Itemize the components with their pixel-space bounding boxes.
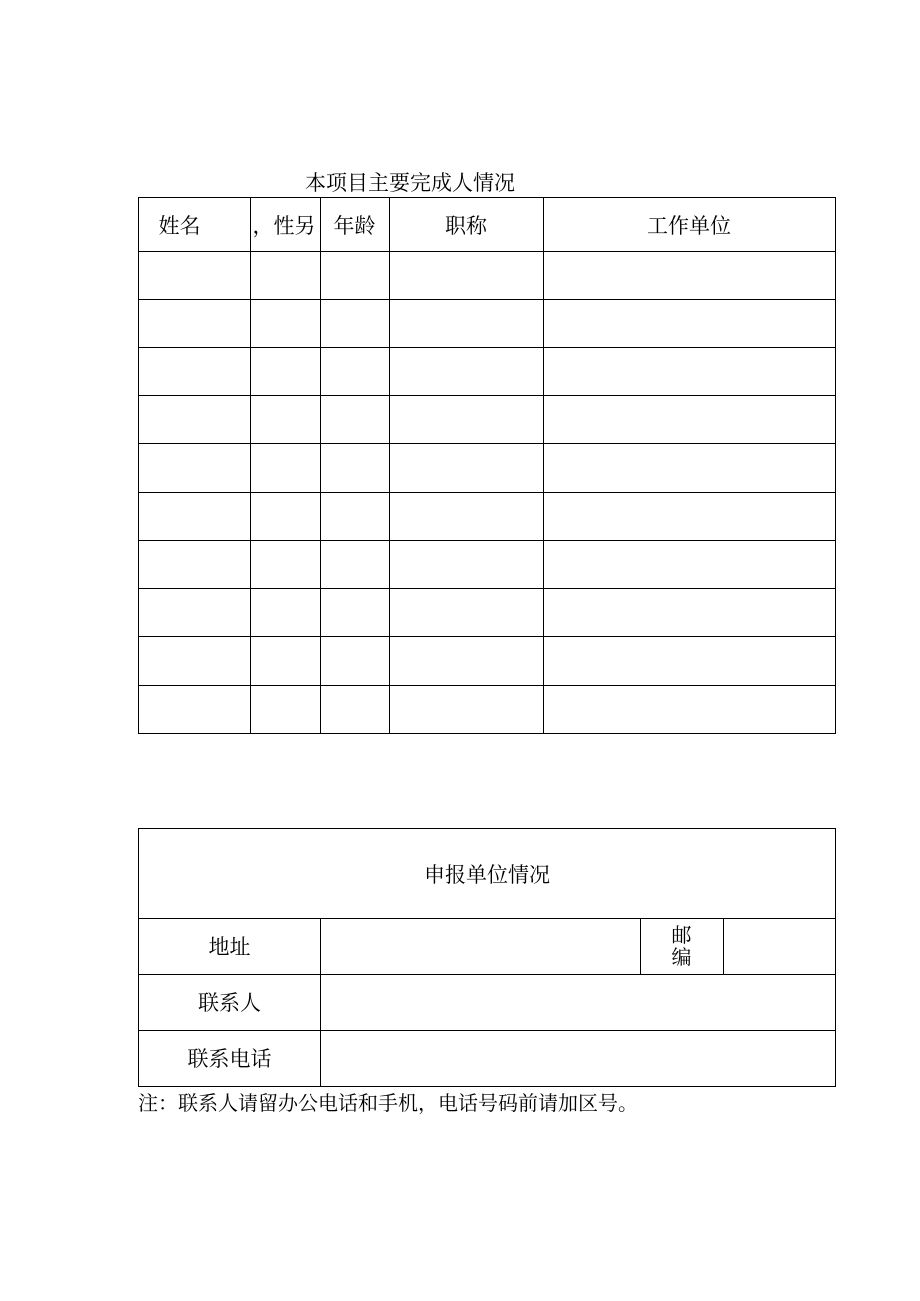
cell-gender[interactable] <box>251 348 320 395</box>
cell-job-title[interactable] <box>390 300 543 347</box>
phone-label: 联系电话 <box>187 1047 272 1071</box>
cell-age[interactable] <box>321 300 389 347</box>
cell-age[interactable] <box>321 252 389 299</box>
cell-gender[interactable] <box>251 541 320 588</box>
header-age: 年龄 <box>333 213 376 238</box>
cell-age[interactable] <box>321 589 389 636</box>
cell-job-title[interactable] <box>390 396 543 443</box>
cell-gender[interactable] <box>251 686 320 733</box>
cell-name[interactable] <box>140 396 250 443</box>
cell-job-title[interactable] <box>390 493 543 540</box>
contact-label: 联系人 <box>198 991 261 1015</box>
cell-name[interactable] <box>140 300 250 347</box>
cell-name[interactable] <box>140 493 250 540</box>
cell-name[interactable] <box>140 589 250 636</box>
contact-field[interactable] <box>321 975 835 1030</box>
cell-job-title[interactable] <box>390 589 543 636</box>
cell-gender[interactable] <box>251 300 320 347</box>
applicant-table-title: 申报单位情况 <box>424 862 550 887</box>
cell-work-unit[interactable] <box>544 637 835 685</box>
cell-gender[interactable] <box>251 396 320 443</box>
cell-job-title[interactable] <box>390 686 543 733</box>
header-job-title: 职称 <box>445 213 487 238</box>
cell-age[interactable] <box>321 348 389 395</box>
cell-job-title[interactable] <box>390 444 543 492</box>
cell-gender[interactable] <box>251 637 320 685</box>
cell-work-unit[interactable] <box>544 541 835 588</box>
cell-work-unit[interactable] <box>544 686 835 733</box>
members-table <box>138 197 836 734</box>
cell-work-unit[interactable] <box>544 493 835 540</box>
header-gender: ，性另 <box>252 213 316 238</box>
cell-gender[interactable] <box>251 493 320 540</box>
cell-work-unit[interactable] <box>544 348 835 395</box>
cell-age[interactable] <box>321 541 389 588</box>
header-work-unit: 工作单位 <box>647 213 731 238</box>
footnote: 注：联系人请留办公电话和手机，电话号码前请加区号。 <box>138 1091 638 1115</box>
cell-age[interactable] <box>321 396 389 443</box>
cell-gender[interactable] <box>251 589 320 636</box>
cell-age[interactable] <box>321 444 389 492</box>
cell-name[interactable] <box>140 348 250 395</box>
cell-age[interactable] <box>321 493 389 540</box>
postcode-label <box>640 918 723 974</box>
cell-job-title[interactable] <box>390 252 543 299</box>
cell-gender[interactable] <box>251 444 320 492</box>
address-label: 地址 <box>208 935 251 959</box>
cell-work-unit[interactable] <box>544 589 835 636</box>
cell-job-title[interactable] <box>390 637 543 685</box>
cell-name[interactable] <box>140 686 250 733</box>
cell-work-unit[interactable] <box>544 252 835 299</box>
cell-job-title[interactable] <box>390 348 543 395</box>
applicant-table <box>138 828 836 1087</box>
postcode-label-line-2: 编 <box>671 945 692 969</box>
cell-age[interactable] <box>321 686 389 733</box>
members-table-title: 本项目主要完成人情况 <box>305 171 515 195</box>
postcode-field[interactable] <box>724 919 835 974</box>
cell-work-unit[interactable] <box>544 396 835 443</box>
cell-name[interactable] <box>140 541 250 588</box>
cell-work-unit[interactable] <box>544 300 835 347</box>
cell-work-unit[interactable] <box>544 444 835 492</box>
cell-name[interactable] <box>140 252 250 299</box>
postcode-label-line-1: 邮 <box>671 923 692 947</box>
cell-gender[interactable] <box>251 252 320 299</box>
cell-name[interactable] <box>140 444 250 492</box>
phone-field[interactable] <box>321 1031 835 1086</box>
address-field[interactable] <box>321 919 639 974</box>
header-name: 姓名 <box>158 213 201 238</box>
cell-age[interactable] <box>321 637 389 685</box>
cell-job-title[interactable] <box>390 541 543 588</box>
cell-name[interactable] <box>140 637 250 685</box>
